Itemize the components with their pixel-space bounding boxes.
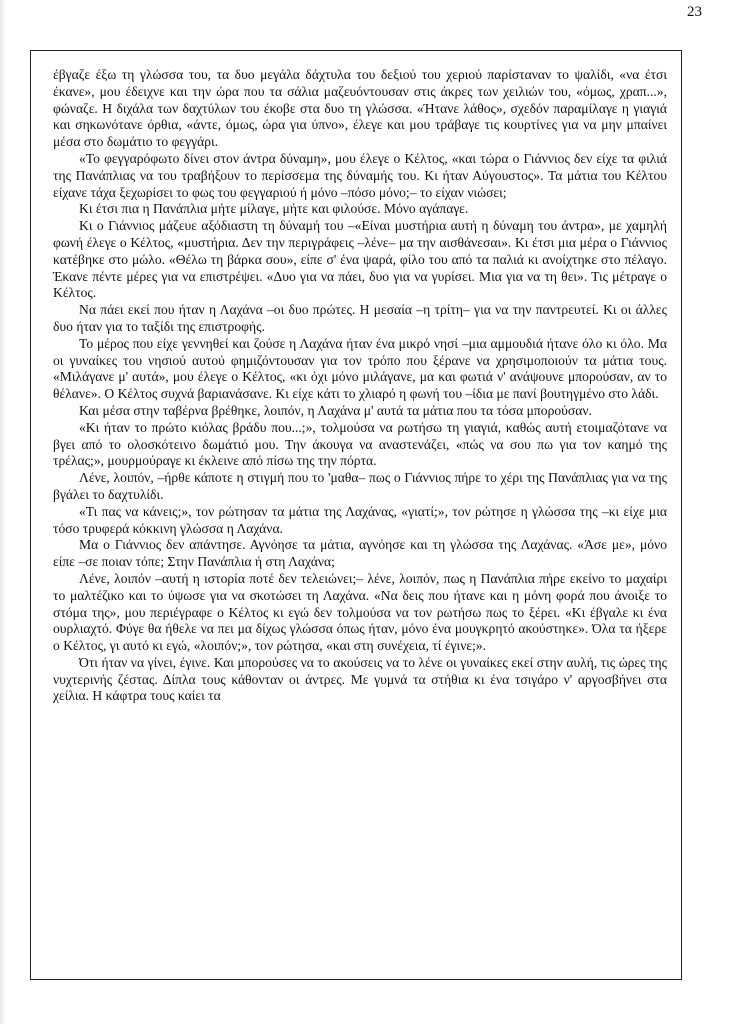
paragraph: Μα ο Γιάννιος δεν απάντησε. Αγνόησε τα μάτια, αγνόησε και τη γλώσσα της Λαχάνας. «Άσε με», μόνο είπε –σε ποιαν τόπε; Στην Πανάπλια ή στη Λαχάνα; [53, 537, 667, 570]
paragraph: Να πάει εκεί που ήταν η Λαχάνα –οι δυο πρώτες. Η μεσαία –η τρίτη– για να την παντρευτεί. Κι οι άλλες δυο ήταν για το ταξίδι της επιστροφής. [53, 302, 667, 334]
text-frame [30, 50, 682, 980]
paragraph: «Το φεγγαρόφωτο δίνει στον άντρα δύναμη», μου έλεγε ο Κέλτος, «και τώρα ο Γιάννιος δεν είχε τα φιλιά της Πανάπλιας να του τραβήξουν το περίσσεμα της δύναμής του. Κι ήταν Αύγουστος». Τα μάτια του Κέλτου είχανε τάχα ξεχωρίσει το φως του φεγγαριού ή μόνο –πόσο μόνο;– το είχαν νιώσει; [53, 150, 667, 200]
scan-edge-shadow [0, 0, 6, 1024]
paragraph: Ότι ήταν να γίνει, έγινε. Και μπορούσες να το ακούσεις να το λένε οι γυναίκες εκεί στην αυλή, τις ώρες της νυχτερινής ζέστας. Δίπλα τους κάθονταν οι άντρες. Με γυμνά τα στήθια κι ένα τσιγάρο ν' αργοσβήνει στα χείλια. Η κάφτρα τους καίει τα [53, 654, 667, 704]
paragraph: «Κι ήταν το πρώτο κιόλας βράδυ που...;», τολμούσα να ρωτήσω τη γιαγιά, καθώς αυτή ετοιμαζότανε να βγει από το ολοσκότεινο δωμάτιό μου. Την άκουγα να αναστενάζει, «πώς να σου πω για τον καημό της τρέλας;», μουρμούραγε κι έκλεινε από πίσω της την πόρτα. [53, 419, 667, 469]
paragraph: Κι ο Γιάννιος μάζευε αξόδιαστη τη δύναμή του –«Είναι μυστήρια αυτή η δύναμη του άντρα», με χαμηλή φωνή έλεγε ο Κέλτος, «μυστήρια. Δεν την περιγράφεις –λένε– μα την αισθάνεσαι». Κι έτσι μια μέρα ο Γιάννιος κατέβηκε στο μώλο. «Θέλω τη βάρκα σου», είπε σ' ένα ψαρά, φίλο του από τα παλιά κι ανοίχτηκε στο πέλαγο. Έκανε πέντε μέρες για να επιστρέψει. «Δυο για να πάει, δυο για να γυρίσει. Μια για να τη θει». Τις μέτραγε ο Κέλτος. [53, 218, 667, 301]
paragraph: έβγαζε έξω τη γλώσσα του, τα δυο μεγάλα δάχτυλα του δεξιού του χεριού παρίσταναν το ψαλίδι, «να έτσι έκανε», μου έδειχνε και την ώρα που τα σάλια μαζευόντουσαν στις άκρες των χειλιών του, «όμως, χραπ...», φώναζε. Η διχάλα των δαχτύλων του έκοβε στα δυο τη γλώσσα. «Ήτανε λάθος», σχεδόν παραμίλαγε η γιαγιά και σηκωνότανε όρθια, «άντε, όμως, ώρα για ύπνο», έλεγε και μου τράβαγε τις κουρτίνες για να μην μπαίνει μέσα στο δωμάτιο το φεγγάρι. [53, 67, 667, 150]
paragraph: Λένε, λοιπόν –αυτή η ιστορία ποτέ δεν τελειώνει;– λένε, λοιπόν, πως η Πανάπλια πήρε εκείνο το μαχαίρι το μαλτέζικο και το ύψωσε για να σκοτώσει τη Λαχάνα. «Να δεις που ήτανε και η μόνη φορά που άνοιξε το στόμα της», μου περιέγραφε ο Κέλτος κι εγώ δεν τολμούσα να τον ρωτήσω πως το ξέρει. «Κι έβγαλε κι ένα ουρλιαχτό. Φύγε θα ήθελε να πει μα δίχως γλώσσα όπως ήταν, μόνο ένα μουγκρητό ακούστηκε». Όλα τα ήξερε ο Κέλτος, γι αυτό κι εγώ, «λοιπόν;», τον ρώτησα, «και στη συνέχεια, τί έγινε;». [53, 570, 667, 654]
paragraph: Λένε, λοιπόν, –ήρθε κάποτε η στιγμή που το 'μαθα– πως ο Γιάννιος πήρε το χέρι της Πανάπλιας για να της βγάλει το δαχτυλίδι. [53, 470, 667, 502]
paragraph: «Τι πας να κάνεις;», τον ρώτησαν τα μάτια της Λαχάνας, «γιατί;», τον ρώτησε η γλώσσα της –κι είχε μια τόσο τρυφερά κόκκινη γλώσσα η Λαχάνα. [53, 503, 667, 536]
paragraph: Και μέσα στην ταβέρνα βρέθηκε, λοιπόν, η Λαχάνα μ' αυτά τα μάτια που τα τόσα μπορούσαν. [79, 402, 592, 418]
paragraph: Κι έτσι πια η Πανάπλια μήτε μίλαγε, μήτε και φιλούσε. Μόνο αγάπαγε. [79, 201, 469, 217]
paragraph: Το μέρος που είχε γεννηθεί και ζούσε η Λαχάνα ήταν ένα μικρό νησί –μια αμμουδιά ήτανε όλο κι όλο. Μα οι γυναίκες του νησιού αυτού φημιζόντουσαν για τον τρόπο που ξέρανε να χρησιμοποιούν τα μάτια τους. «Μιλάγανε μ' αυτά», μου έλεγε ο Κέλτος, «κι όχι μόνο μιλάγανε, μα και φωτιά ν' ανάψουνε μπορούσαν, αν το θέλανε». Ο Κέλτος συχνά βαριανάσανε. Κι είχε κάτι το χλιαρό η φωνή του –ίδια με πανί βουτηγμένο στο λάδι. [53, 335, 667, 402]
page-number: 23 [687, 4, 702, 20]
body-text [53, 67, 667, 705]
